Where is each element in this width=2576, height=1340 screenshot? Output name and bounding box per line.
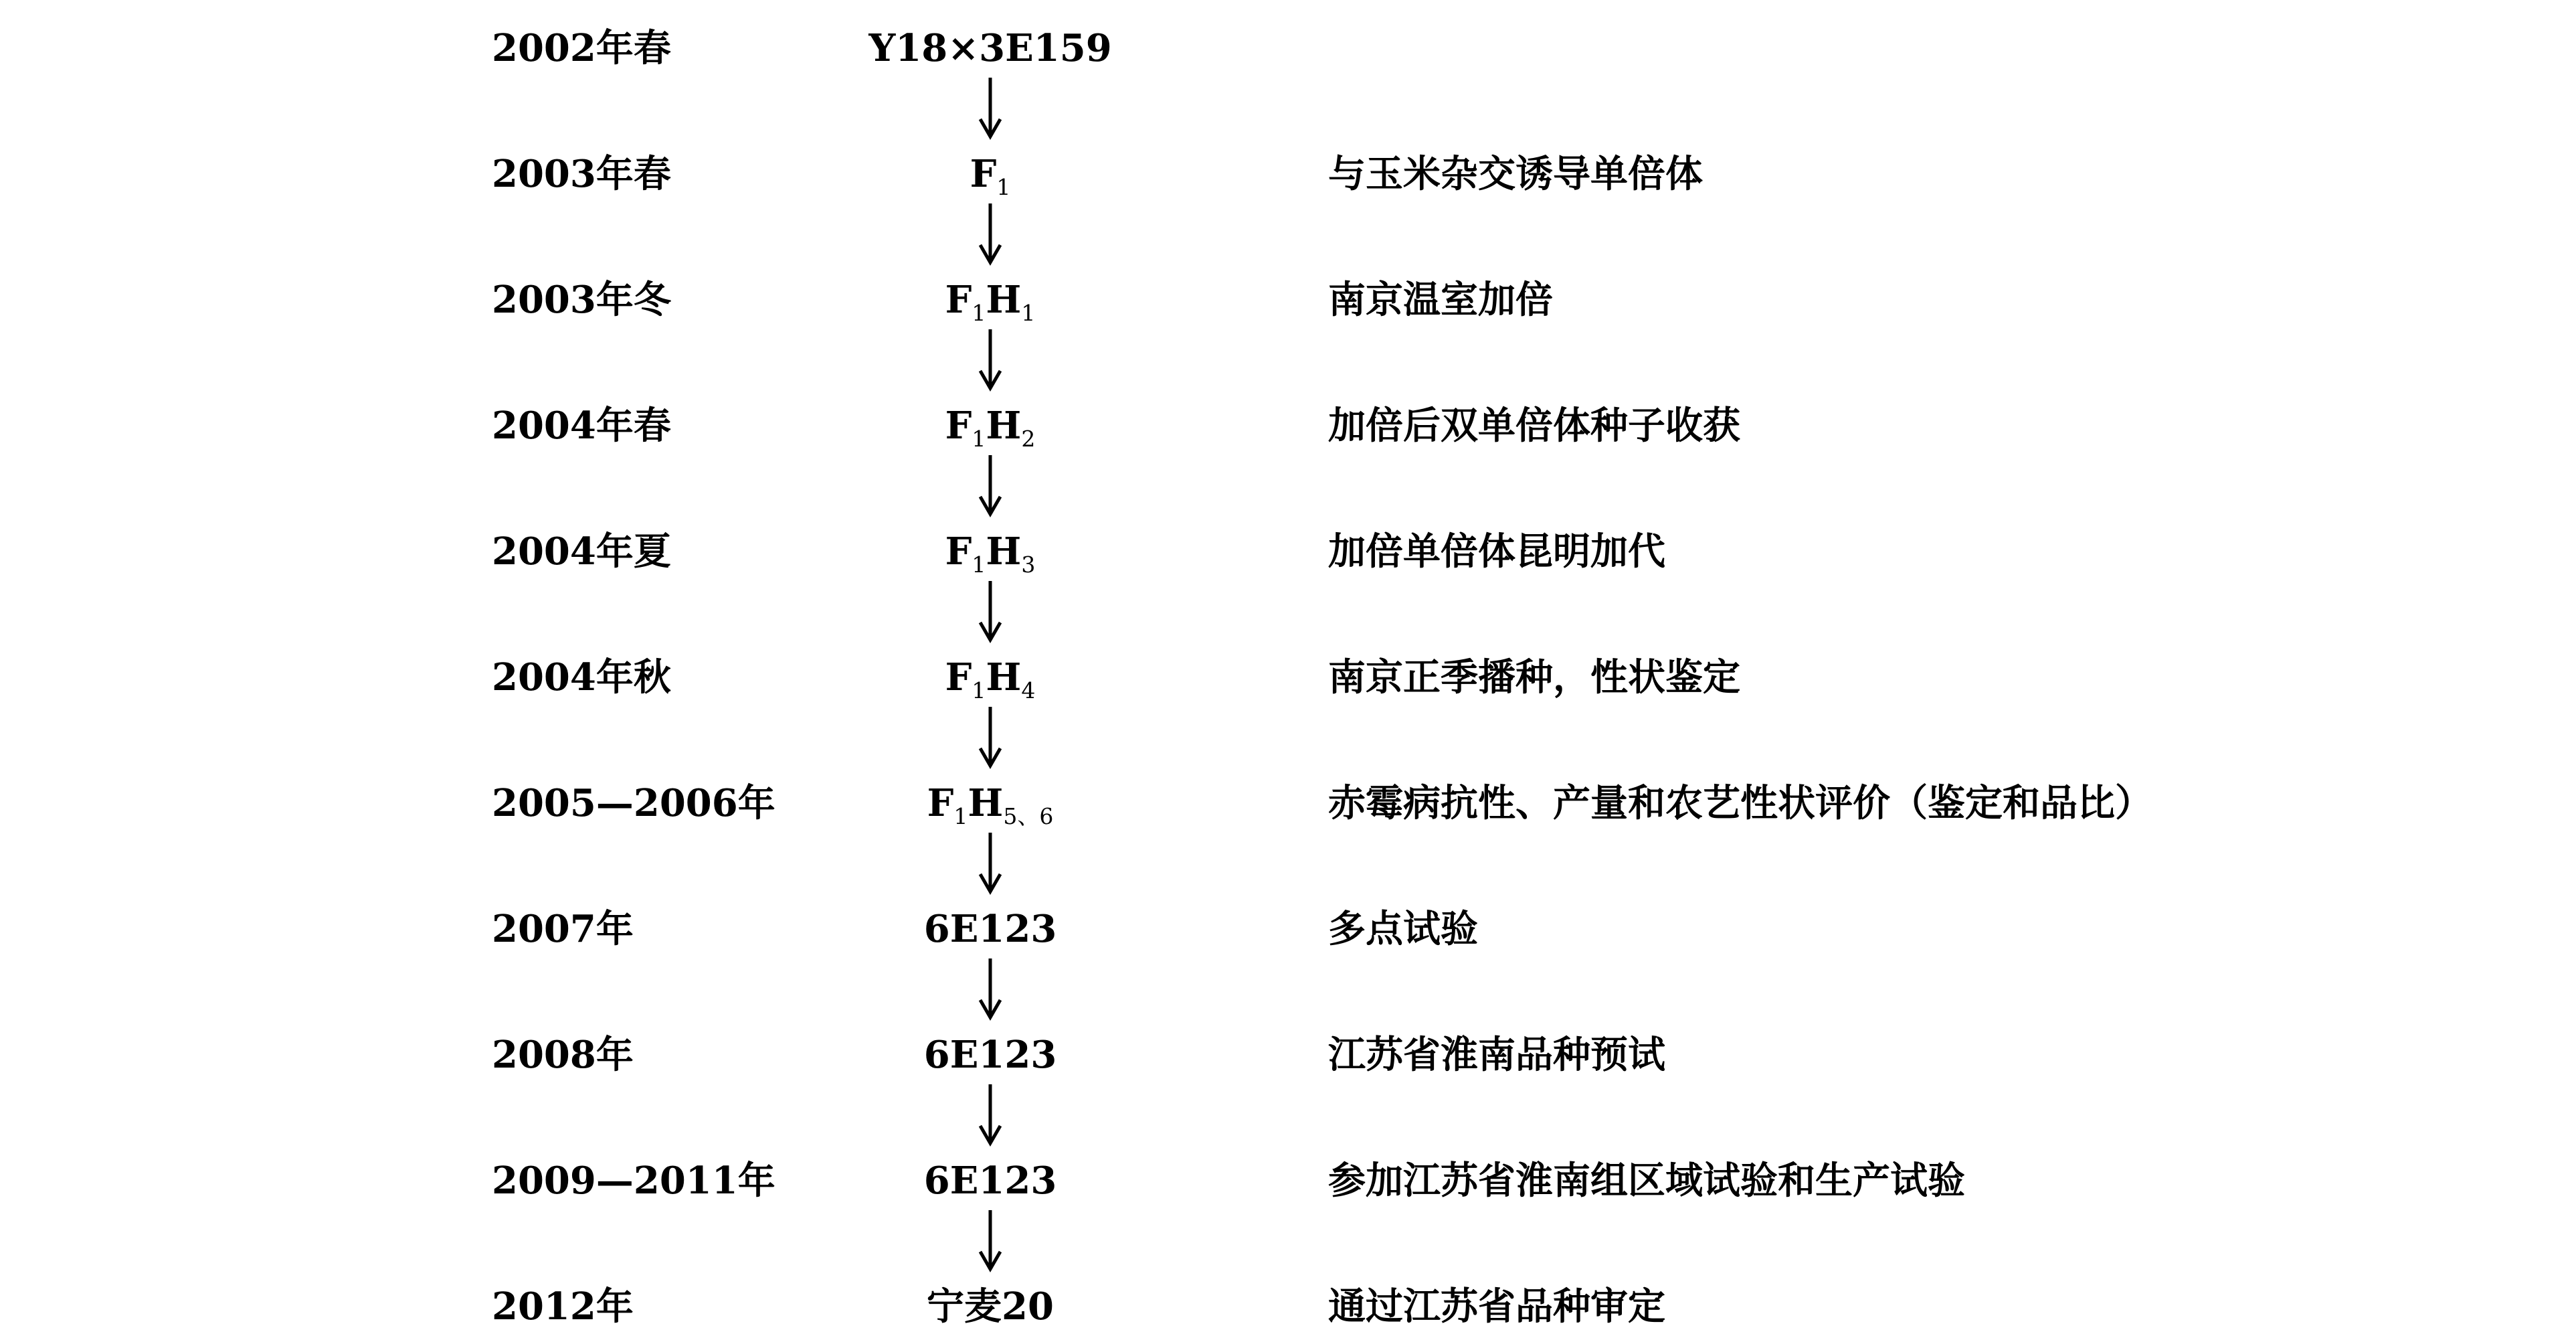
stage-year: 2003年春 bbox=[492, 152, 671, 196]
stage-note: 多点试验 bbox=[1328, 907, 1478, 951]
stage-year: 2007年 bbox=[492, 907, 634, 951]
down-arrow-icon bbox=[974, 201, 1007, 265]
generation-subscript: 1 bbox=[972, 426, 986, 452]
generation-base: F bbox=[945, 655, 972, 699]
stage-year: 2002年春 bbox=[492, 26, 671, 70]
generation-base-2: H bbox=[968, 781, 1004, 825]
generation-subscript: 1 bbox=[972, 677, 986, 703]
generation-subscript: 1 bbox=[953, 803, 968, 829]
stage-year: 2008年 bbox=[492, 1033, 634, 1077]
generation-base-2: H bbox=[986, 655, 1022, 699]
stage-note: 参加江苏省淮南组区域试验和生产试验 bbox=[1328, 1159, 1965, 1203]
stage-year: 2005—2006年 bbox=[492, 781, 775, 825]
stage-row-2003-spring bbox=[0, 141, 2576, 207]
down-arrow-icon bbox=[974, 75, 1007, 139]
down-arrow-icon bbox=[974, 452, 1007, 517]
stage-row-2003-winter bbox=[0, 266, 2576, 333]
stage-row-2002-spring bbox=[0, 15, 2576, 82]
stage-note: 通过江苏省品种审定 bbox=[1328, 1284, 1665, 1329]
generation-subscript: 1 bbox=[996, 174, 1011, 200]
down-arrow-icon bbox=[974, 830, 1007, 894]
stage-year: 2012年 bbox=[492, 1284, 634, 1329]
generation-subscript-2: 5、6 bbox=[1003, 803, 1054, 829]
stage-year: 2004年春 bbox=[492, 404, 671, 448]
generation-base: F bbox=[945, 404, 972, 448]
generation-base: 宁麦20 bbox=[927, 1284, 1054, 1329]
down-arrow-icon bbox=[974, 704, 1007, 768]
generation-subscript-2: 2 bbox=[1021, 426, 1036, 452]
generation-subscript-2: 4 bbox=[1021, 677, 1036, 703]
generation-base: F bbox=[945, 278, 972, 322]
generation-base-2: H bbox=[986, 404, 1022, 448]
stage-note: 江苏省淮南品种预试 bbox=[1328, 1033, 1665, 1077]
generation-subscript-2: 1 bbox=[1021, 300, 1036, 326]
stage-row-2012 bbox=[0, 1273, 2576, 1340]
down-arrow-icon bbox=[974, 956, 1007, 1020]
down-arrow-icon bbox=[974, 327, 1007, 391]
stage-note: 与玉米杂交诱导单倍体 bbox=[1328, 152, 1703, 196]
generation-base: F bbox=[970, 152, 997, 196]
generation-base-2: H bbox=[986, 278, 1022, 322]
stage-row-2004-spring bbox=[0, 392, 2576, 459]
generation-subscript-2: 3 bbox=[1021, 552, 1036, 578]
stage-row-2005-2006 bbox=[0, 770, 2576, 837]
stage-row-2007 bbox=[0, 896, 2576, 962]
stage-row-2009-2011 bbox=[0, 1147, 2576, 1214]
down-arrow-icon bbox=[974, 1207, 1007, 1272]
stage-row-2008 bbox=[0, 1021, 2576, 1088]
stage-row-2004-summer bbox=[0, 518, 2576, 585]
stage-row-2004-autumn bbox=[0, 644, 2576, 711]
generation-base: F bbox=[945, 529, 972, 574]
generation-base: Y18×3E159 bbox=[868, 26, 1112, 70]
stage-note: 南京正季播种，性状鉴定 bbox=[1328, 655, 1740, 699]
stage-note: 加倍单倍体昆明加代 bbox=[1328, 529, 1665, 574]
stage-year: 2004年秋 bbox=[492, 655, 671, 699]
generation-base: 6E123 bbox=[923, 1033, 1057, 1077]
stage-year: 2004年夏 bbox=[492, 529, 671, 574]
stage-note: 南京温室加倍 bbox=[1328, 278, 1553, 322]
generation-base: F bbox=[927, 781, 954, 825]
generation-base: 6E123 bbox=[923, 907, 1057, 951]
generation-subscript: 1 bbox=[972, 300, 986, 326]
generation-base: 6E123 bbox=[923, 1159, 1057, 1203]
generation-base-2: H bbox=[986, 529, 1022, 574]
stage-year: 2009—2011年 bbox=[492, 1159, 775, 1203]
stage-note: 加倍后双单倍体种子收获 bbox=[1328, 404, 1740, 448]
down-arrow-icon bbox=[974, 578, 1007, 643]
stage-year: 2003年冬 bbox=[492, 278, 671, 322]
generation-subscript: 1 bbox=[972, 552, 986, 578]
stage-note: 赤霉病抗性、产量和农艺性状评价（鉴定和品比） bbox=[1328, 781, 2152, 825]
down-arrow-icon bbox=[974, 1082, 1007, 1146]
